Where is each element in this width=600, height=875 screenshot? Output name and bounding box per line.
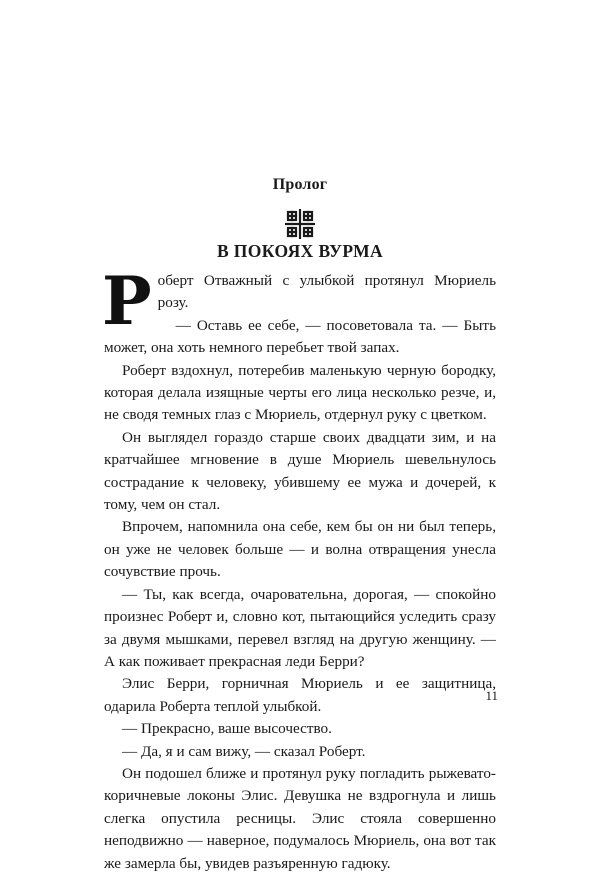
celtic-knot-ornament-icon [285,209,315,239]
paragraph: — Оставь ее себе, — посоветовала та. — Быть может, она хоть немного перебьет твой запах. [104,316,496,357]
paragraph: Элис Берри, горничная Мюриель и ее защитница, одарила Роберта теплой улыбкой. [104,675,496,715]
paragraph: — Прекрасно, ваше высочество. [122,720,332,738]
paragraph: — Ты, как всегда, очаровательна, дорогая, — спокойно произнес Роберт и, словно кот, пытающийся уследить сразу за двумя мышками, перевел взгляд на другую женщину. — А как поживает прекрасная леди Берри? [104,585,496,670]
paragraph: Он подошел ближе и протянул руку погладить рыжевато-коричневые локоны Элис. Девушка не вздрогнула и лишь слегка опустила ресницы. Элис стояла совершенно неподвижно — наверное, подумалось Мюриель, она вот так же замерла бы, увидев разъяренную гадюку. [104,764,496,872]
paragraph: Впрочем, напомнила она себе, кем бы он ни был теперь, он уже не человек больше — и волна отвращения унесла сочувствие прочь. [104,518,496,581]
body-text [102,262,496,875]
drop-cap-letter: Р [102,262,152,340]
section-heading: Пролог [272,176,328,193]
paragraph: Роберт вздохнул, потеребив маленькую черную бородку, которая делала изящные черты его лица несколько резче, и, не сводя темных глаз с Мюриель, отдернул руку с цветком. [104,361,496,424]
chapter-title: В ПОКОЯХ ВУРМА [216,241,384,261]
paragraph: — Да, я и сам вижу, — сказал Роберт. [122,742,366,760]
paragraph: Он выглядел гораздо старше своих двадцати зим, и на кратчайшее мгновение в душе Мюриель шевельнулось сострадание к человеку, убившему ее мужа и дочерей, к тому, чем он стал. [104,428,496,514]
page-number: 11 [485,688,498,703]
first-paragraph-text: оберт Отважный с улыбкой протянул Мюриель розу. [157,272,496,312]
